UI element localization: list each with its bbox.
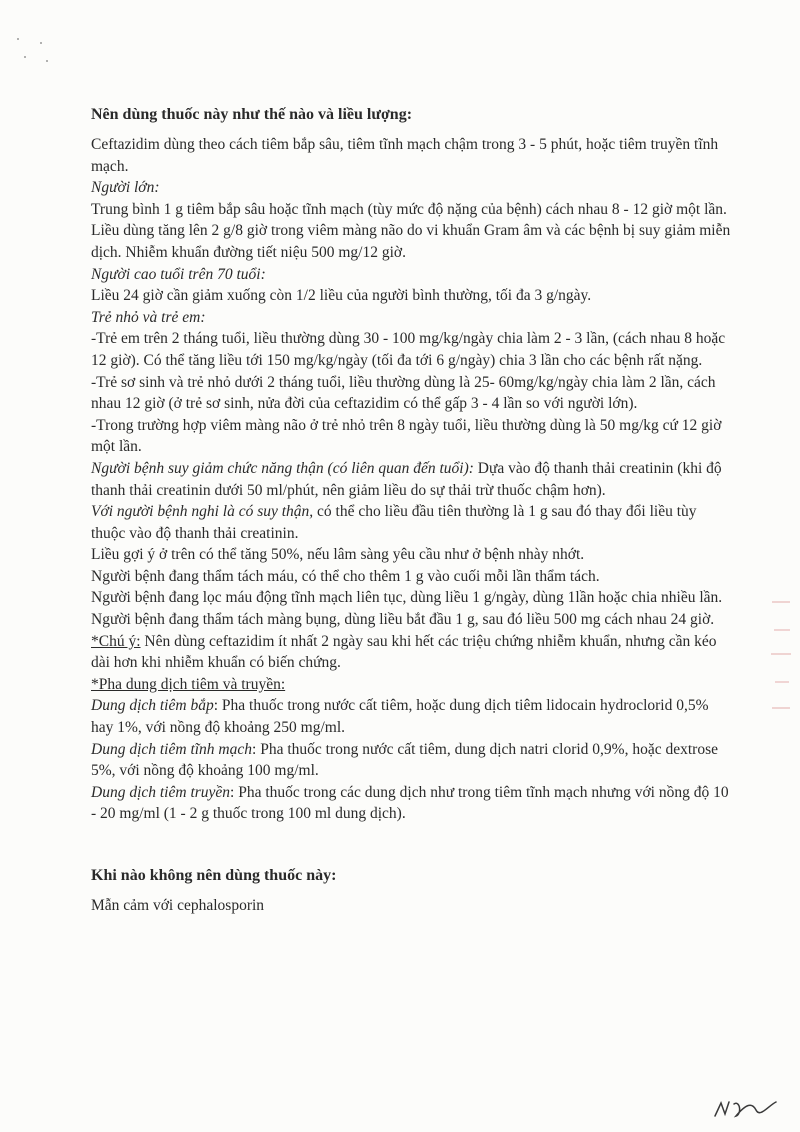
- document-body: [91, 104, 731, 917]
- renal-impairment-paragraph: [91, 458, 731, 501]
- renal-label: Người bệnh suy giảm chức năng thận (có liên quan đến tuổi):: [91, 459, 474, 477]
- suspected-renal-text: có thể cho liều đầu tiên thường là 1 g sau đó thay đổi liều tùy thuộc vào độ thanh thải creatinin.: [91, 503, 697, 542]
- note-text: Nên dùng ceftazidim ít nhất 2 ngày sau khi hết các triệu chứng nhiễm khuẩn, nhưng cần kéo dài hơn khi nhiễm khuẩn có biến chứng.: [91, 632, 717, 672]
- iv-solution-text: : Pha thuốc trong nước cất tiêm, dung dịch natri clorid 0,9%, hoặc dextrose 5%, với nồng độ khoảng 100 mg/ml.: [91, 740, 718, 780]
- adult-dosage: Trung bình 1 g tiêm bắp sâu hoặc tĩnh mạch (tùy mức độ nặng của bệnh) cách nhau 8 - 12 giờ một lần. Liều dùng tăng lên 2 g/8 giờ trong viêm màng não do vi khuẩn Gram âm và các bệnh bị suy giảm miễn dịch. Nhiễm khuẩn đường tiết niệu 500 mg/12 giờ.: [91, 200, 731, 261]
- section-gap: [91, 825, 731, 865]
- hemofiltration-line: Người bệnh đang lọc máu động tĩnh mạch liên tục, dùng liều 1 g/ngày, dùng 1lần hoặc chia nhiều lần.: [91, 589, 723, 607]
- elderly-dosage: Liều 24 giờ cần giảm xuống còn 1/2 liều của người bình thường, tối đa 3 g/ngày.: [91, 287, 592, 305]
- children-label: Trẻ nhỏ và trẻ em:: [91, 308, 206, 326]
- iv-solution-paragraph: [91, 739, 731, 782]
- contraindication-heading: Khi nào không nên dùng thuốc này:: [91, 867, 337, 884]
- suspected-renal-label: Với người bệnh nghi là có suy thận,: [91, 503, 314, 521]
- signature: [712, 1094, 780, 1129]
- im-solution-label: Dung dịch tiêm bắp: [91, 697, 214, 715]
- infusion-solution-text: : Pha thuốc trong các dung dịch như trong tiêm tĩnh mạch nhưng với nồng độ 10 - 20 mg/ml (1 - 2 g thuốc trong 100 ml dung dịch).: [91, 783, 729, 823]
- children-dosage-under-2-months: -Trẻ sơ sinh và trẻ nhỏ dưới 2 tháng tuổi, liều thường dùng là 25- 60mg/kg/ngày chia làm 2 lần, cách nhau 12 giờ (ở trẻ sơ sinh, nửa đời của ceftazidim có thể gấp 3 - 4 lần so với người lớn).: [91, 373, 716, 413]
- dosage-heading: Nên dùng thuốc này như thế nào và liều lượng:: [91, 106, 413, 123]
- iv-solution-label: Dung dịch tiêm tĩnh mạch: [91, 740, 253, 758]
- infusion-solution-paragraph: [91, 782, 731, 825]
- elderly-label: Người cao tuổi trên 70 tuổi:: [91, 265, 266, 283]
- signature-scribble-icon: [712, 1094, 780, 1124]
- renal-text: Dựa vào độ thanh thải creatinin (khi độ thanh thải creatinin dưới 50 ml/phút, nên giảm liều do sự thải trừ thuốc chậm hơn).: [91, 459, 722, 499]
- dose-increase-line: Liều gợi ý ở trên có thể tăng 50%, nếu lâm sàng yêu cầu như ở bệnh nhày nhớt.: [91, 546, 585, 564]
- note-paragraph: [91, 631, 731, 674]
- infusion-solution-label: Dung dịch tiêm truyền: [91, 783, 231, 801]
- note-label: *Chú ý:: [91, 632, 141, 650]
- hemodialysis-line: Người bệnh đang thẩm tách máu, có thể cho thêm 1 g vào cuối mỗi lần thẩm tách.: [91, 567, 600, 585]
- peritoneal-dialysis-line: Người bệnh đang thẩm tách màng bụng, dùng liều bắt đầu 1 g, sau đó liều 500 mg cách nhau 24 giờ.: [91, 611, 715, 629]
- suspected-renal-paragraph: [91, 501, 731, 544]
- margin-stamp-fragment: [762, 590, 796, 728]
- children-dosage-meningitis: -Trong trường hợp viêm màng não ở trẻ nhỏ trên 8 ngày tuổi, liều thường dùng là 50 mg/kg cứ 12 giờ một lần.: [91, 416, 722, 456]
- children-dosage-over-2-months: -Trẻ em trên 2 tháng tuổi, liều thường dùng 30 - 100 mg/kg/ngày chia làm 2 - 3 lần, (cách nhau 8 hoặc 12 giờ). Có thể tăng liều tới 150 mg/kg/ngày (tối đa tới 6 g/ngày) chia 3 lần cho các bệnh rất nặng.: [91, 330, 726, 369]
- preparation-label: *Pha dung dịch tiêm và truyền:: [91, 675, 286, 693]
- contraindication-text: Mẫn cảm với cephalosporin: [91, 897, 265, 914]
- administration-intro: Ceftazidim dùng theo cách tiêm bắp sâu, tiêm tĩnh mạch chậm trong 3 - 5 phút, hoặc tiêm truyền tĩnh mạch.: [91, 136, 719, 175]
- adult-label: Người lớn:: [91, 179, 160, 197]
- stamp-fragment-icon: [762, 590, 796, 720]
- im-solution-paragraph: [91, 695, 731, 738]
- im-solution-text: : Pha thuốc trong nước cất tiêm, hoặc dung dịch tiêm lidocain hydroclorid 0,5% hay 1%, với nồng độ khoảng 250 mg/ml.: [91, 697, 709, 737]
